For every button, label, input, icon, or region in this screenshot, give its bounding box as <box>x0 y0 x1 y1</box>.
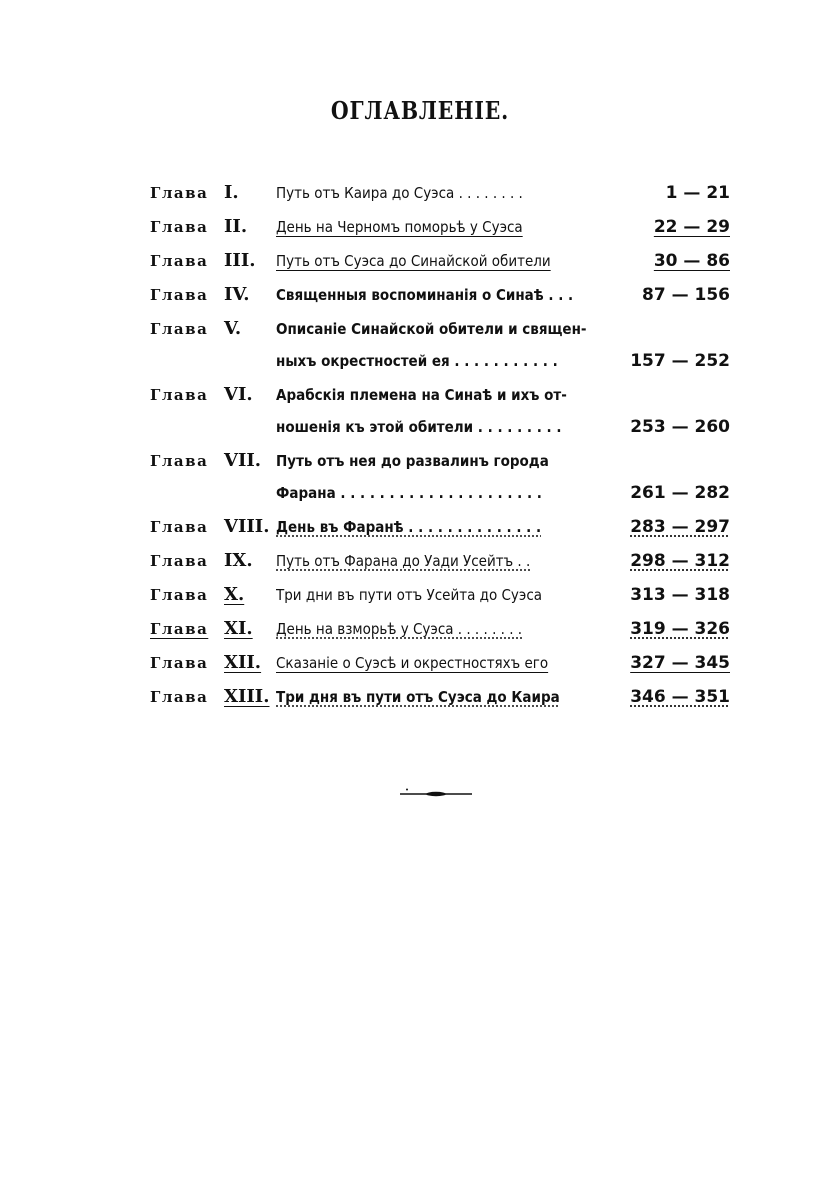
toc-entry-7 <box>150 444 730 478</box>
chapter-title: День въ Фаранѣ . . . . . . . . . . . . . . <box>276 518 542 536</box>
page-range: 253 — 260 <box>630 417 730 437</box>
chapter-title: Три дня въ пути отъ Суэса до Каира <box>276 688 560 706</box>
page-range: 283 — 297 <box>630 517 730 537</box>
page-range: 261 — 282 <box>630 483 730 503</box>
page-range: 327 — 345 <box>630 653 730 673</box>
toc-entry-7-continued <box>150 476 730 510</box>
chapter-label: Глава <box>150 386 209 404</box>
toc-entry-4 <box>150 278 730 312</box>
chapter-title: Три дни въ пути отъ Усейта до Суэса <box>276 586 543 604</box>
chapter-title: День на Черномъ поморьѣ у Суэса <box>276 218 523 236</box>
page-range: 346 — 351 <box>630 687 730 707</box>
chapter-title: Арабскія племена на Синаѣ и ихъ от- <box>276 386 567 404</box>
toc-entry-13 <box>150 680 730 714</box>
chapter-number: VIII. <box>224 516 270 537</box>
chapter-number: XI. <box>224 618 253 639</box>
toc-entry-8 <box>150 510 730 544</box>
chapter-label: Глава <box>150 252 209 270</box>
chapter-number: V. <box>224 318 242 339</box>
table-of-contents <box>150 176 730 714</box>
toc-entry-2 <box>150 210 730 244</box>
chapter-number: I. <box>224 182 239 203</box>
chapter-label: Глава <box>150 218 209 236</box>
page-title: ОГЛАВЛЕНІЕ. <box>330 96 510 125</box>
chapter-title: Сказаніе о Суэсѣ и окрестностяхъ его <box>276 654 549 672</box>
chapter-number: XIII. <box>224 686 270 707</box>
chapter-label: Глава <box>150 518 209 536</box>
toc-entry-9 <box>150 544 730 578</box>
chapter-label: Глава <box>150 286 209 304</box>
chapter-number: VI. <box>224 384 253 405</box>
chapter-label: Глава <box>150 688 209 706</box>
toc-entry-11 <box>150 612 730 646</box>
page-range: 87 — 156 <box>642 285 730 305</box>
chapter-title: Путь отъ Каира до Суэса . . . . . . . . <box>276 184 523 202</box>
page-range: 298 — 312 <box>630 551 730 571</box>
chapter-label: Глава <box>150 452 209 470</box>
toc-entry-10 <box>150 578 730 612</box>
chapter-number: II. <box>224 216 248 237</box>
chapter-number: VII. <box>224 450 262 471</box>
page-range: 313 — 318 <box>630 585 730 605</box>
chapter-title: Путь отъ нея до развалинъ города <box>276 452 549 470</box>
toc-entry-5-continued <box>150 344 730 378</box>
chapter-label: Глава <box>150 552 209 570</box>
chapter-title: Путь отъ Фарана до Уади Усейтъ . . <box>276 552 531 570</box>
chapter-number: X. <box>224 584 245 605</box>
toc-entry-3 <box>150 244 730 278</box>
chapter-title-continued: ношенія къ этой обители . . . . . . . . . <box>276 418 562 436</box>
chapter-title: День на взморьѣ у Суэса . . . . . . . . <box>276 620 523 638</box>
chapter-title-continued: Фарана . . . . . . . . . . . . . . . . . . . . . <box>276 484 542 502</box>
page-range: 22 — 29 <box>653 217 730 237</box>
toc-entry-1 <box>150 176 730 210</box>
chapter-title-continued: ныхъ окрестностей ея . . . . . . . . . . . <box>276 352 558 370</box>
chapter-number: III. <box>224 250 256 271</box>
chapter-title: Описаніе Синайской обители и священ- <box>276 320 587 338</box>
chapter-number: IX. <box>224 550 253 571</box>
chapter-title: Путь отъ Суэса до Синайской обители <box>276 252 551 270</box>
end-ornament-icon <box>398 788 474 798</box>
page-range: 30 — 86 <box>653 251 730 271</box>
page-range: 157 — 252 <box>630 351 730 371</box>
chapter-label: Глава <box>150 654 209 672</box>
chapter-label: Глава <box>150 320 209 338</box>
chapter-title: Священныя воспоминанія о Синаѣ . . . <box>276 286 574 304</box>
chapter-label: Глава <box>150 586 209 604</box>
toc-entry-6 <box>150 378 730 412</box>
chapter-number: IV. <box>224 284 250 305</box>
toc-entry-12 <box>150 646 730 680</box>
chapter-label: Глава <box>150 184 209 202</box>
page-range: 1 — 21 <box>665 183 730 203</box>
chapter-number: XII. <box>224 652 262 673</box>
chapter-label: Глава <box>150 620 209 638</box>
toc-entry-6-continued <box>150 410 730 444</box>
toc-entry-5 <box>150 312 730 346</box>
page-range: 319 — 326 <box>630 619 730 639</box>
